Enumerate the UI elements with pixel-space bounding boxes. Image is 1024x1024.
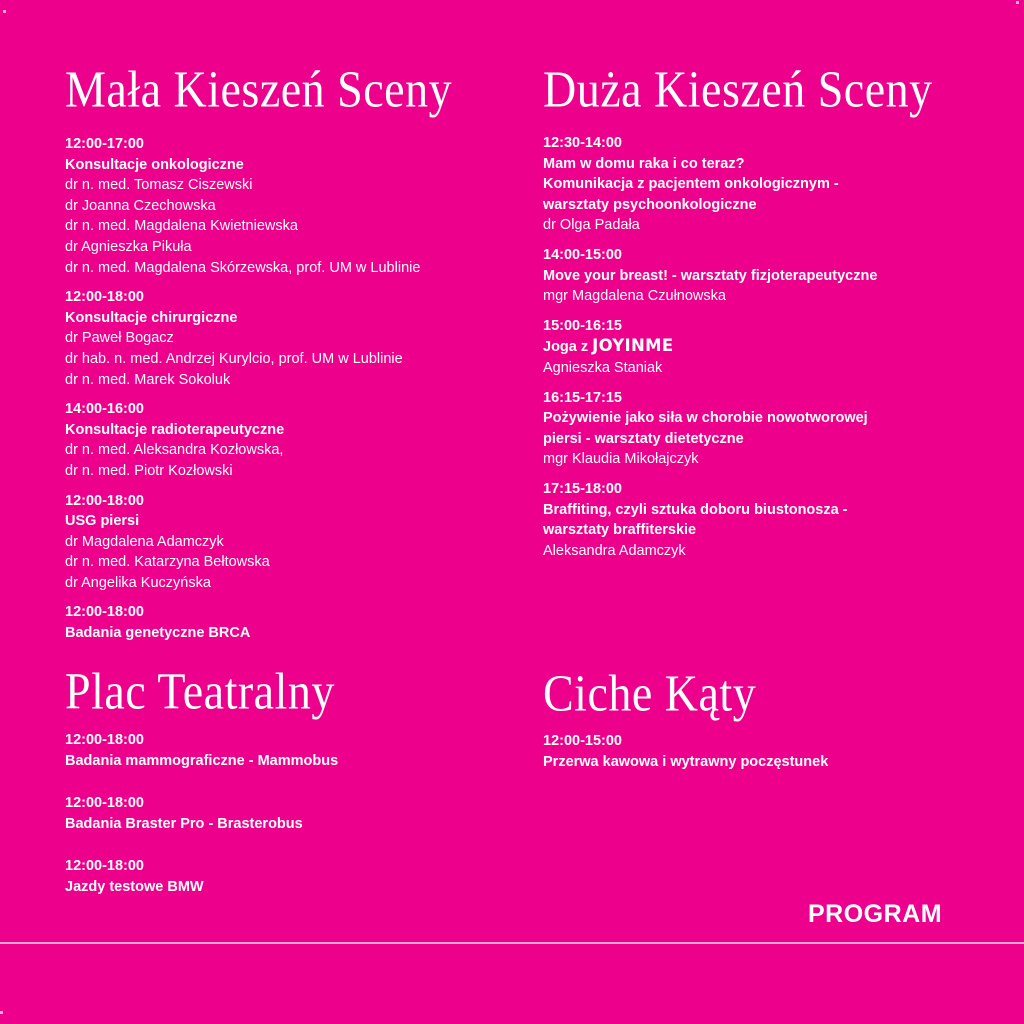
section-duza-kieszen-sceny [543, 60, 933, 118]
divider-line [0, 942, 1024, 944]
section-mala-kieszen-sceny [65, 60, 453, 118]
session-person: mgr Magdalena Czułnowska [543, 288, 726, 305]
session-time: 12:00-18:00 [65, 795, 144, 812]
session-title: Pożywienie jako siła w chorobie nowotworowej [543, 410, 868, 427]
session-title: Braffiting, czyli sztuka doboru biustonosza - [543, 501, 848, 518]
session-time: 14:00-15:00 [543, 246, 622, 263]
session-title: USG piersi [65, 513, 140, 530]
session-title-prefix: Joga z [543, 339, 589, 356]
session-time: 15:00-16:15 [543, 317, 622, 334]
session-title: Badania genetyczne BRCA [65, 625, 251, 642]
session-title: Przerwa kawowa i wytrawny poczęstunek [543, 753, 829, 770]
session-title: Move your breast! - warsztaty fizjoterapeutyczne [543, 267, 878, 284]
program-label: PROGRAM [808, 900, 943, 928]
session-title: warsztaty braffiterskie [543, 522, 697, 539]
session-time: 12:00-18:00 [65, 604, 144, 621]
ciche-sessions [543, 731, 828, 772]
session-item [543, 133, 877, 236]
session-time: 12:00-18:00 [65, 289, 144, 306]
crop-mark-top-left [3, 10, 6, 13]
session-item [543, 388, 877, 470]
crop-mark-bottom-left [0, 1011, 3, 1014]
session-person: dr n. med. Katarzyna Bełtowska [65, 554, 270, 571]
session-person: mgr Klaudia Mikołajczyk [543, 451, 699, 468]
session-item [543, 731, 828, 772]
session-item [65, 399, 420, 481]
session-person: dr Olga Padała [543, 217, 640, 234]
session-item [65, 602, 420, 643]
session-person: dr n. med. Piotr Kozłowski [65, 462, 233, 479]
section-heading: Plac Teatralny [65, 662, 335, 720]
session-title: Jazdy testowe BMW [65, 878, 204, 895]
session-person: dr n. med. Marek Sokoluk [65, 371, 231, 388]
session-title: Badania Braster Pro - Brasterobus [65, 815, 303, 832]
session-time: 12:00-18:00 [65, 858, 144, 875]
session-item [543, 245, 877, 307]
session-person: dr n. med. Magdalena Kwietniewska [65, 218, 298, 235]
session-time: 12:30-14:00 [543, 135, 622, 151]
section-heading: Mała Kieszeń Sceny [65, 60, 453, 118]
session-person: dr n. med. Tomasz Ciszewski [65, 177, 253, 194]
section-heading: Duża Kieszeń Sceny [543, 60, 933, 118]
session-person: dr Joanna Czechowska [65, 197, 216, 214]
session-time: 12:00-18:00 [65, 732, 144, 748]
session-person: dr n. med. Magdalena Skórzewska, prof. UM w Lublinie [65, 259, 421, 276]
session-title: piersi - warsztaty dietetyczne [543, 430, 744, 447]
section-plac-teatralny [65, 662, 335, 720]
session-item [65, 287, 420, 390]
session-person: dr Agnieszka Pikuła [65, 238, 192, 255]
session-person: dr n. med. Aleksandra Kozłowska, [65, 442, 284, 459]
session-item [543, 479, 877, 561]
session-title: Mam w domu raka i co teraz? [543, 155, 745, 172]
session-title: Badania mammograficzne - Mammobus [65, 752, 339, 769]
session-title: Konsultacje onkologiczne [65, 156, 244, 173]
session-person: Agnieszka Staniak [543, 359, 663, 376]
plac-sessions [65, 730, 338, 898]
section-heading: Ciche Kąty [543, 664, 757, 722]
section-ciche-katy [543, 664, 757, 722]
session-item [543, 316, 877, 379]
mala-sessions [65, 134, 420, 644]
session-person: dr hab. n. med. Andrzej Kurylcio, prof. UM w Lublinie [65, 350, 403, 367]
session-title: Konsultacje radioterapeutyczne [65, 421, 285, 438]
session-item [65, 134, 420, 278]
session-person: dr Magdalena Adamczyk [65, 533, 224, 550]
session-time: 12:00-15:00 [543, 733, 622, 749]
session-item [65, 793, 338, 834]
duza-sessions [543, 133, 877, 561]
session-title: Komunikacja z pacjentem onkologicznym - [543, 176, 839, 193]
session-person: dr Paweł Bogacz [65, 330, 174, 347]
session-person: dr Angelika Kuczyńska [65, 574, 211, 591]
session-title [543, 336, 877, 358]
session-time: 14:00-16:00 [65, 401, 144, 418]
session-item [65, 491, 420, 594]
session-time: 16:15-17:15 [543, 389, 622, 406]
session-title: Konsultacje chirurgiczne [65, 309, 238, 326]
session-time: 12:00-17:00 [65, 136, 144, 152]
session-time: 17:15-18:00 [543, 480, 622, 497]
session-item [65, 730, 338, 771]
session-time: 12:00-18:00 [65, 492, 144, 509]
session-item [65, 856, 338, 897]
session-person: Aleksandra Adamczyk [543, 542, 686, 559]
session-title: warsztaty psychoonkologiczne [543, 196, 757, 213]
crop-mark-top-right [1016, 1, 1019, 4]
joyinme-logo: JOYINME [592, 336, 674, 356]
